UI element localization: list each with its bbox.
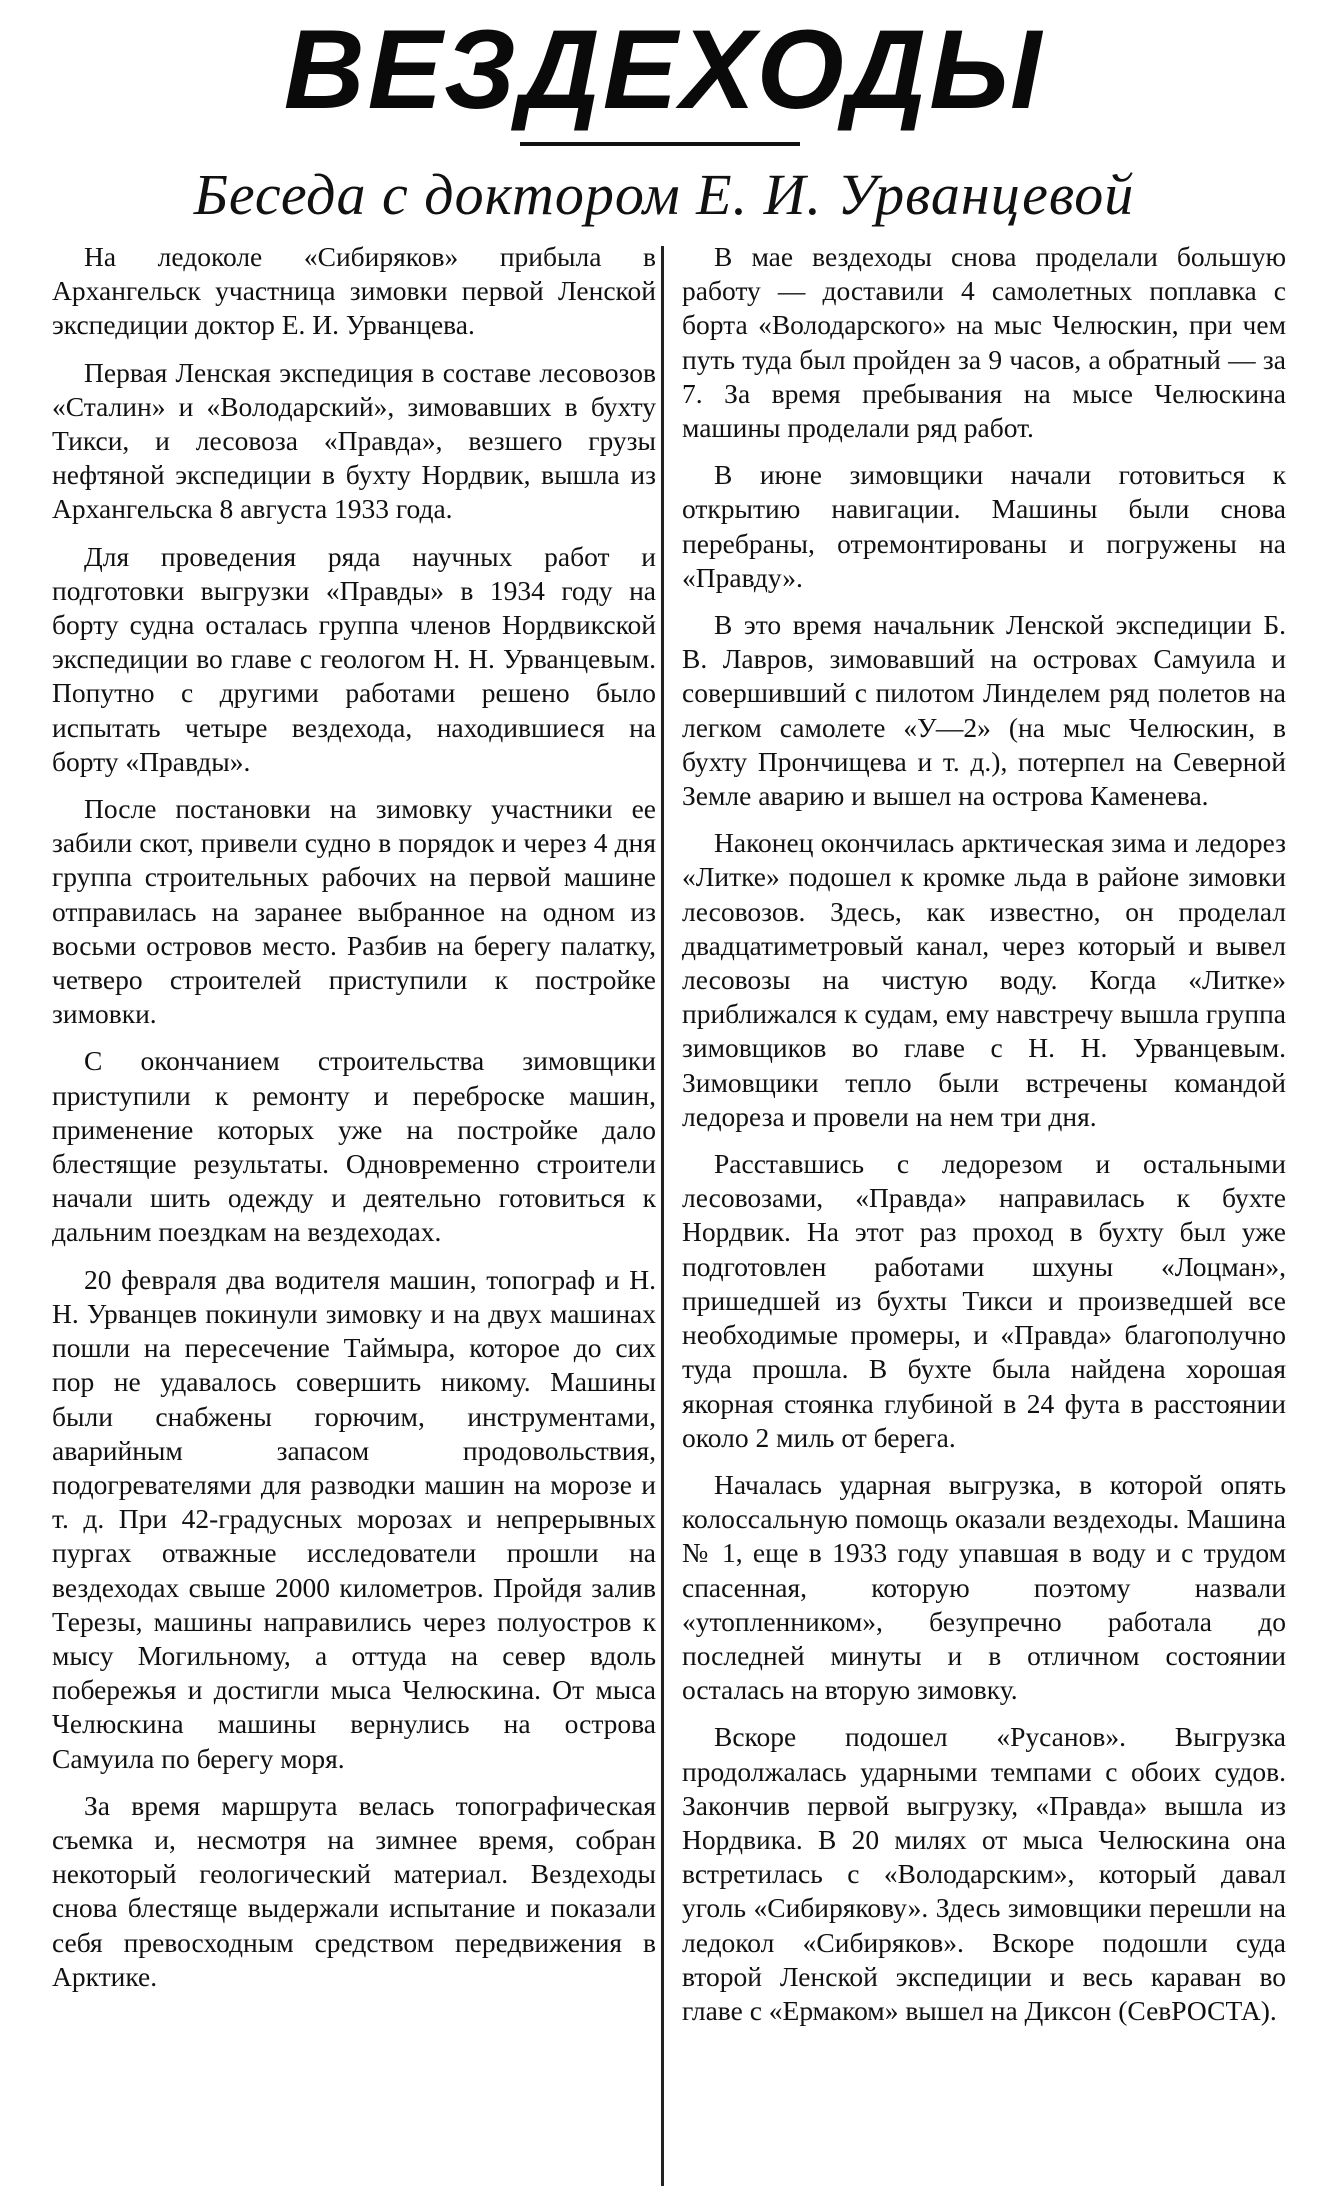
paragraph: Первая Ленская экспедиция в составе лесовозов «Сталин» и «Володарский», зимовавших в бухту Тикси, и лесовоза «Правда», везшего грузы нефтяной экспедиции в бухту Нордвик, вышла из Архангельска 8 августа 1933 года. [52, 356, 656, 525]
paragraph: Для проведения ряда научных работ и подготовки выгрузки «Правды» в 1934 году на борту судна осталась группа членов Нордвикской экспедиции во главе с геологом Н. Н. Урванцевым. Попутно с другими работами решено было испытать четыре вездехода, находившиеся на борту «Правды». [52, 540, 656, 777]
paragraph: Вскоре подошел «Русанов». Выгрузка продолжалась ударными темпами с обоих судов. Закончив первой выгрузку, «Правда» вышла из Нордвика. В 20 милях от мыса Челюскина она встретилась с «Володарским», который давал уголь «Сибирякову». Здесь зимовщики перешли на ледокол «Сибиряков». Вскоре подошли суда второй Ленской экспедиции и весь караван во главе с «Ермаком» вышел на Диксон (СевРОСТА). [682, 1721, 1286, 2026]
paragraph: 20 февраля два водителя машин, топограф и Н. Н. Урванцев покинули зимовку и на двух машинах пошли на пересечение Таймыра, которое до сих пор не удавалось совершить никому. Машины были снабжены горючим, инструментами, аварийным запасом продовольствия, подогревателями для разводки машин на морозе и т. д. При 42-градусных морозах и непрерывных пургах отважные исследователи прошли на вездеходах свыше 2000 километров. Пройдя залив Терезы, машины направились через полуостров к мысу Могильному, а оттуда на север вдоль побережья и достигли мыса Челюскина. От мыса Челюскина машины вернулись на острова Самуила по берегу моря. [52, 1263, 656, 1774]
column-divider [661, 246, 664, 2186]
paragraph: В июне зимовщики начали готовиться к открытию навигации. Машины были снова перебраны, отремонтированы и погружены на «Правду». [682, 459, 1286, 593]
article-column-left [52, 240, 656, 1994]
headline: ВЕЗДЕХОДЫ [283, 7, 1045, 132]
paragraph: Началась ударная выгрузка, в которой опять колоссальную помощь оказали вездеходы. Машина № 1, еще в 1933 году упавшая в воду и с трудом спасенная, которую поэтому назвали «утопленником», безупречно работала до последней минуты и в отличном состоянии осталась на вторую зимовку. [682, 1468, 1286, 1706]
article-column-right [682, 240, 1286, 2028]
subheadline: Беседа с доктором Е. И. Урванцевой [193, 162, 1135, 227]
headline-rule [520, 142, 800, 146]
paragraph: С окончанием строительства зимовщики приступили к ремонту и переброске машин, применение которых уже на постройке дало блестящие результаты. Одновременно строители начали шить одежду и деятельно готовиться к дальним поездкам на вездеходах. [52, 1045, 656, 1248]
paragraph: Расставшись с ледорезом и остальными лесовозами, «Правда» направилась к бухте Нордвик. На этот раз проход в бухту был уже подготовлен работами шхуны «Лоцман», пришедшей из бухты Тикси и произведшей все необходимые промеры, и «Правда» благополучно туда прошла. В бухте была найдена хорошая якорная стоянка глубиной в 24 фута в расстоянии около 2 миль от берега. [682, 1148, 1286, 1453]
paragraph: За время маршрута велась топографическая съемка и, несмотря на зимнее время, собран некоторый геологический материал. Вездеходы снова блестяще выдержали испытание и показали себя превосходным средством передвижения в Арктике. [52, 1789, 656, 1992]
paragraph: На ледоколе «Сибиряков» прибыла в Архангельск участница зимовки первой Ленской экспедиции доктор Е. И. Урванцева. [52, 241, 656, 341]
paragraph: После постановки на зимовку участники ее забили скот, привели судно в порядок и через 4 дня группа строительных рабочих на первой машине отправилась на заранее выбранное на одном из восьми островов место. Разбив на берегу палатку, четверо строителей приступили к постройке зимовки. [52, 793, 656, 1030]
paragraph: В мае вездеходы снова проделали большую работу — доставили 4 самолетных поплавка с борта «Володарского» на мыс Челюскин, при чем путь туда был пройден за 9 часов, а обратный — за 7. За время пребывания на мысе Челюскина машины проделали ряд работ. [682, 241, 1286, 444]
paragraph: В это время начальник Ленской экспедиции Б. В. Лавров, зимовавший на островах Самуила и совершивший с пилотом Линделем ряд полетов на легком самолете «У—2» (на мыс Челюскин, в бухту Прончищева и т. д.), потерпел на Северной Земле аварию и вышел на острова Каменева. [682, 609, 1286, 812]
paragraph: Наконец окончилась арктическая зима и ледорез «Литке» подошел к кромке льда в районе зимовки лесовозов. Здесь, как известно, он проделал двадцатиметровый канал, через который и вывел лесовозы на чистую воду. Когда «Литке» приближался к судам, ему навстречу вышла группа зимовщиков во главе с Н. Н. Урванцевым. Зимовщики тепло были встречены командой ледореза и провели на нем три дня. [682, 827, 1286, 1132]
